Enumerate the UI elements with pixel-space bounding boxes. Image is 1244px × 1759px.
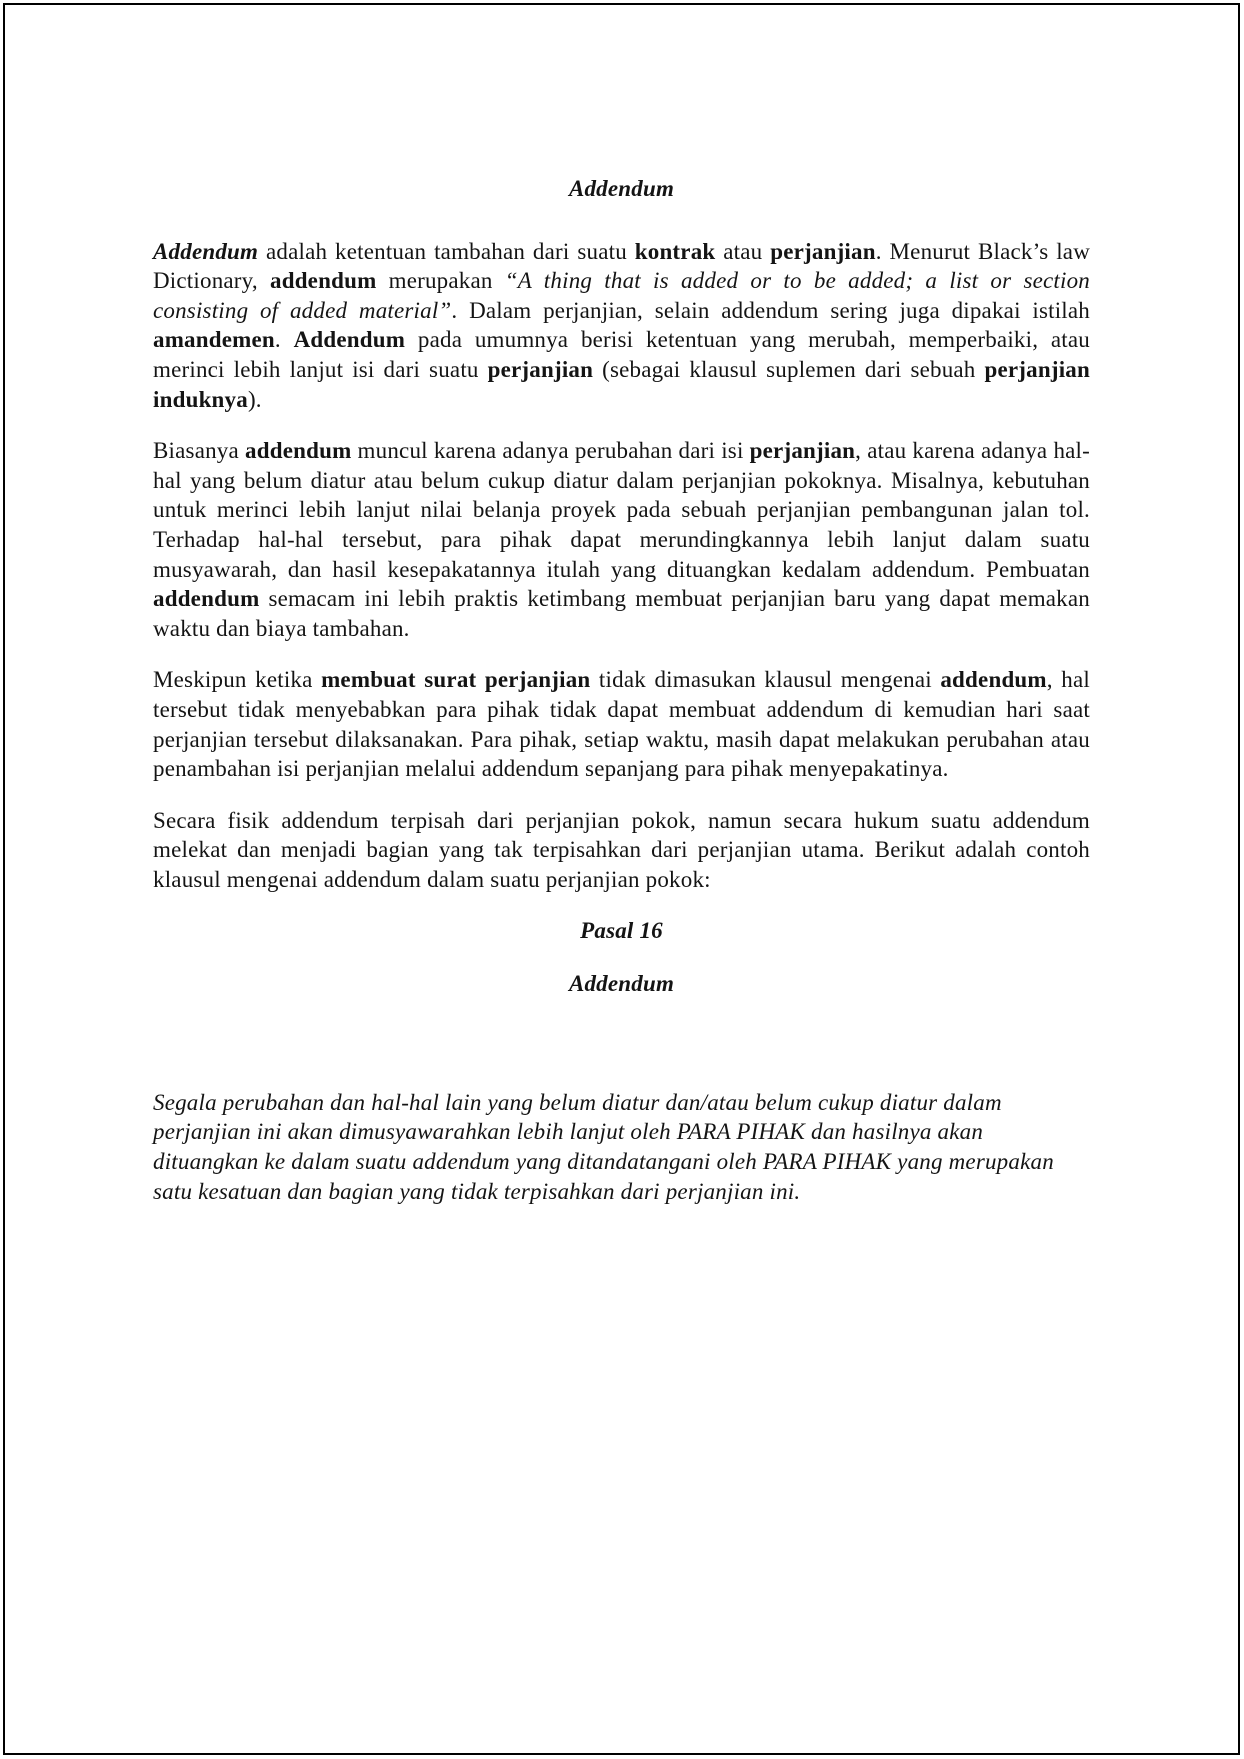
- text-run: pada umumnya berisi ketentuan yang merubah, memperbaiki, atau merinci lebih lanjut isi dari suatu: [153, 327, 1091, 382]
- text-run: addendum: [940, 667, 1047, 693]
- text-run: Meskipun ketika: [153, 667, 322, 693]
- text-run: perjanjian: [487, 356, 594, 382]
- text-run: addendum: [270, 268, 377, 294]
- text-run: Biasanya: [153, 438, 246, 464]
- text-run: . Menurut Black’s law Dictionary,: [153, 238, 1091, 294]
- paragraph-clause-absence: [153, 665, 1090, 783]
- clause-body-text: Segala perubahan dan hal-hal lain yang belum diatur dan/atau belum cukup diatur dalam perjanjian ini akan dimusyawarahkan lebih lanjut oleh PARA PIHAK dan hasilnya akan dituangkan ke dalam suatu addendum yang ditandatangani oleh PARA PIHAK yang merupakan satu kesatuan dan bagian yang tidak terpisahkan dari perjanjian ini.: [153, 1089, 1054, 1205]
- text-run: atau: [715, 238, 771, 264]
- text-run: amandemen: [153, 327, 275, 353]
- text-run: addendum: [245, 438, 352, 464]
- text-run: kontrak: [634, 238, 716, 264]
- paragraph-definition: [153, 237, 1090, 415]
- clause-heading-addendum: Addendum: [568, 971, 675, 997]
- text-run: , atau karena adanya hal-hal yang belum diatur atau belum cukup diatur dalam perjanjian pokoknya. Misalnya, kebutuhan untuk merinci lebih lanjut nilai belanja proyek pada sebuah perjanjian pembangunan jalan tol. Terhadap hal-hal tersebut, para pihak dapat merundingkannya lebih lanjut dalam suatu musyawarah, dan hasil kesepakatannya itulah yang dituangkan kedalam addendum. Pembuatan: [153, 438, 1090, 582]
- text-run: adalah ketentuan tambahan dari suatu: [258, 238, 635, 264]
- text-run: “A thing that is added or to be added; a list or section consisting of added material”: [153, 268, 1091, 323]
- text-run: muncul karena adanya perubahan dari isi: [351, 438, 750, 464]
- text-run: semacam ini lebih praktis ketimbang membuat perjanjian baru yang dapat memakan waktu dan biaya tambahan.: [153, 586, 1090, 641]
- text-run: ).: [247, 386, 262, 412]
- text-run: Addendum: [293, 327, 406, 353]
- text-run: membuat surat perjanjian: [321, 667, 591, 693]
- text-run: addendum: [153, 586, 260, 612]
- text-run: Addendum: [153, 238, 259, 264]
- text-run: .: [274, 327, 294, 353]
- text-run: merupakan: [376, 268, 505, 294]
- paragraph-purpose: [153, 436, 1090, 643]
- text-run: Secara fisik addendum terpisah dari perjanjian pokok, namun secara hukum suatu addendum melekat dan menjadi bagian yang tak terpisahkan dari perjanjian utama. Berikut adalah contoh klausul mengenai addendum dalam suatu perjanjian pokok:: [153, 807, 1090, 892]
- document-content: [153, 174, 1090, 1230]
- clause-heading-pasal-16: Pasal 16: [580, 918, 663, 944]
- text-run: perjanjian induknya: [153, 356, 1090, 412]
- document-title: Addendum: [568, 176, 675, 201]
- paragraph-physical-separation: [153, 806, 1090, 895]
- text-run: tidak dimasukan klausul mengenai: [590, 667, 941, 693]
- text-run: , hal tersebut tidak menyebabkan para pihak tidak dapat membuat addendum di kemudian hari saat perjanjian tersebut dilaksanakan. Para pihak, setiap waktu, masih dapat melakukan perubahan atau penambahan isi perjanjian melalui addendum sepanjang para pihak menyepakatinya.: [153, 667, 1090, 782]
- text-run: perjanjian: [770, 238, 876, 264]
- text-run: perjanjian: [749, 438, 856, 464]
- text-run: (sebagai klausul suplemen dari sebuah: [593, 356, 985, 382]
- text-run: . Dalam perjanjian, selain addendum sering juga dipakai istilah: [451, 297, 1090, 323]
